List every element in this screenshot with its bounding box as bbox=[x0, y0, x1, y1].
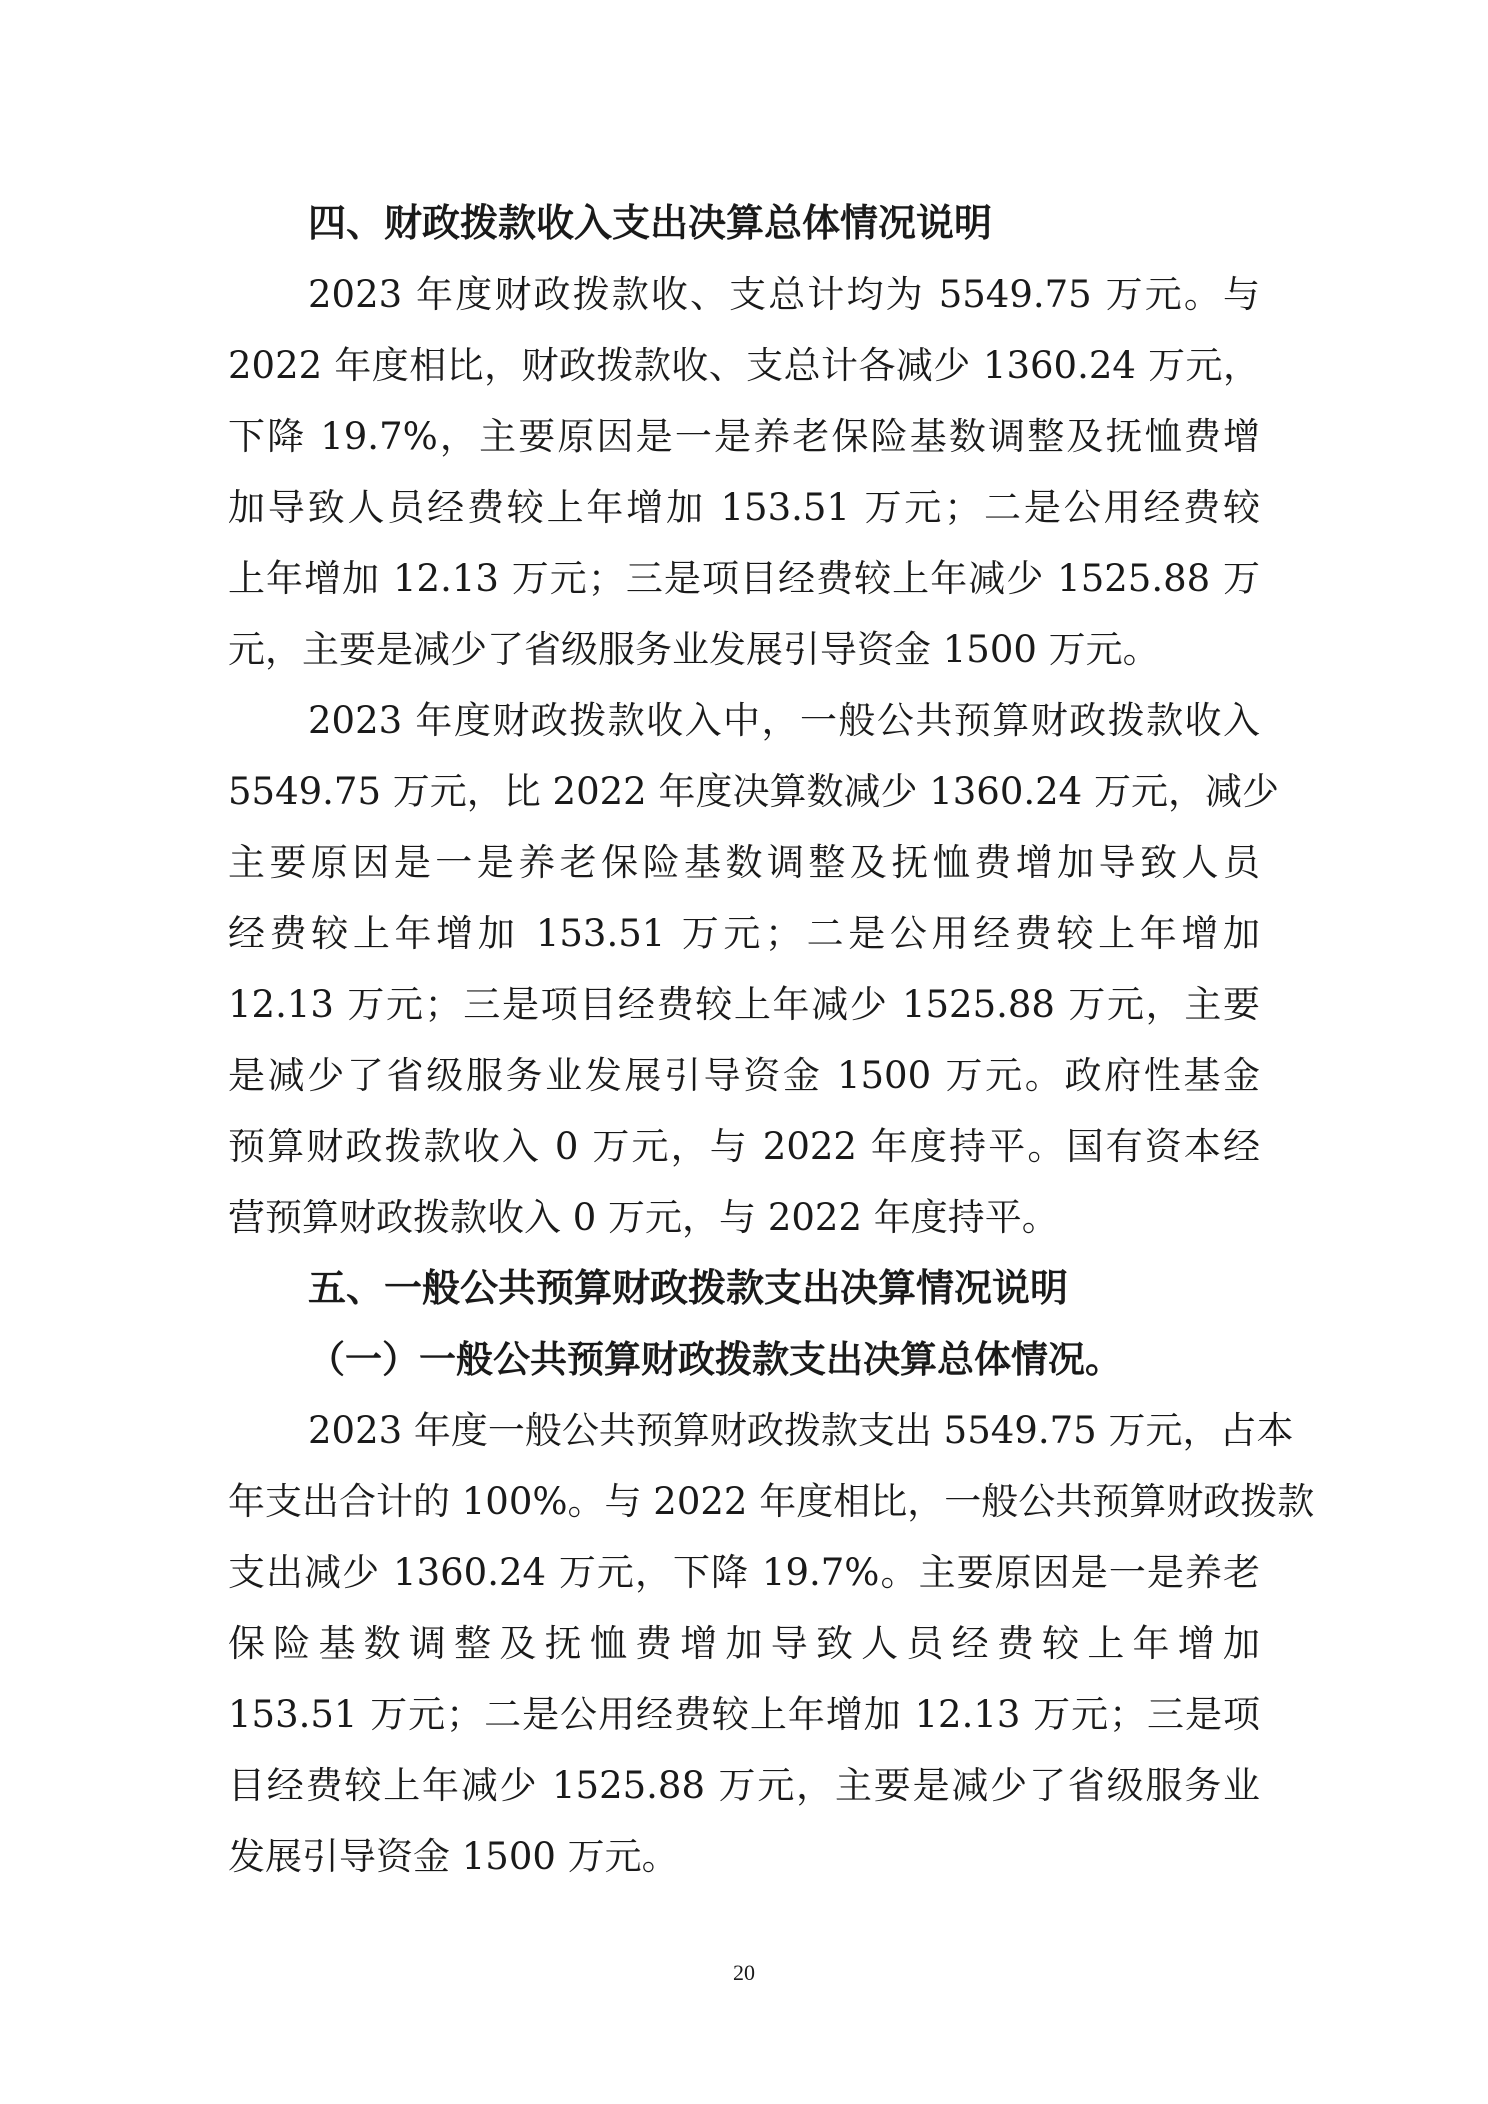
paragraph-line: 营预算财政拨款收入 0 万元，与 2022 年度持平。 bbox=[228, 1196, 1059, 1239]
paragraph-line: 年支出合计的 100%。与 2022 年度相比，一般公共预算财政拨款 bbox=[228, 1480, 1315, 1523]
paragraph-line: 5549.75 万元，比 2022 年度决算数减少 1360.24 万元，减少 bbox=[228, 770, 1279, 813]
section-5-heading: 五、一般公共预算财政拨款支出决算情况说明 bbox=[308, 1266, 1069, 1310]
paragraph-line: 12.13 万元；三是项目经费较上年减少 1525.88 万元，主要 bbox=[228, 983, 1260, 1026]
paragraph-line: 支出减少 1360.24 万元，下降 19.7%。主要原因是一是养老 bbox=[228, 1551, 1260, 1594]
paragraph-line: 2023 年度财政拨款收、支总计均为 5549.75 万元。与 bbox=[308, 273, 1260, 316]
paragraph-line: 2023 年度财政拨款收入中，一般公共预算财政拨款收入 bbox=[308, 699, 1260, 742]
paragraph-line: 上年增加 12.13 万元；三是项目经费较上年减少 1525.88 万 bbox=[228, 557, 1260, 600]
paragraph-line: 发展引导资金 1500 万元。 bbox=[228, 1835, 679, 1878]
paragraph-line: 2023 年度一般公共预算财政拨款支出 5549.75 万元，占本 bbox=[308, 1409, 1294, 1452]
section-4-heading: 四、财政拨款收入支出决算总体情况说明 bbox=[308, 201, 993, 245]
page-number: 20 bbox=[733, 1960, 755, 1985]
section-4-paragraph-1 bbox=[228, 259, 1260, 685]
paragraph-line: 2022 年度相比，财政拨款收、支总计各减少 1360.24 万元， bbox=[228, 344, 1260, 387]
paragraph-line: 保险基数调整及抚恤费增加导致人员经费较上年增加 bbox=[228, 1622, 1260, 1665]
paragraph-line: 下降 19.7%，主要原因是一是养老保险基数调整及抚恤费增 bbox=[228, 415, 1260, 458]
paragraph-line: 元，主要是减少了省级服务业发展引导资金 1500 万元。 bbox=[228, 628, 1160, 671]
paragraph-line: 预算财政拨款收入 0 万元，与 2022 年度持平。国有资本经 bbox=[228, 1125, 1260, 1168]
document-page bbox=[228, 188, 1315, 1892]
paragraph-line: 主要原因是一是养老保险基数调整及抚恤费增加导致人员 bbox=[228, 841, 1260, 884]
section-5-subheading: （一）一般公共预算财政拨款支出决算总体情况。 bbox=[308, 1337, 1122, 1381]
paragraph-line: 是减少了省级服务业发展引导资金 1500 万元。政府性基金 bbox=[228, 1054, 1260, 1097]
section-5-paragraph-1 bbox=[228, 1395, 1315, 1892]
paragraph-line: 目经费较上年减少 1525.88 万元，主要是减少了省级服务业 bbox=[228, 1764, 1260, 1807]
section-4-paragraph-2 bbox=[228, 685, 1279, 1253]
paragraph-line: 经费较上年增加 153.51 万元；二是公用经费较上年增加 bbox=[228, 912, 1260, 955]
paragraph-line: 153.51 万元；二是公用经费较上年增加 12.13 万元；三是项 bbox=[228, 1693, 1260, 1736]
paragraph-line: 加导致人员经费较上年增加 153.51 万元；二是公用经费较 bbox=[228, 486, 1260, 529]
